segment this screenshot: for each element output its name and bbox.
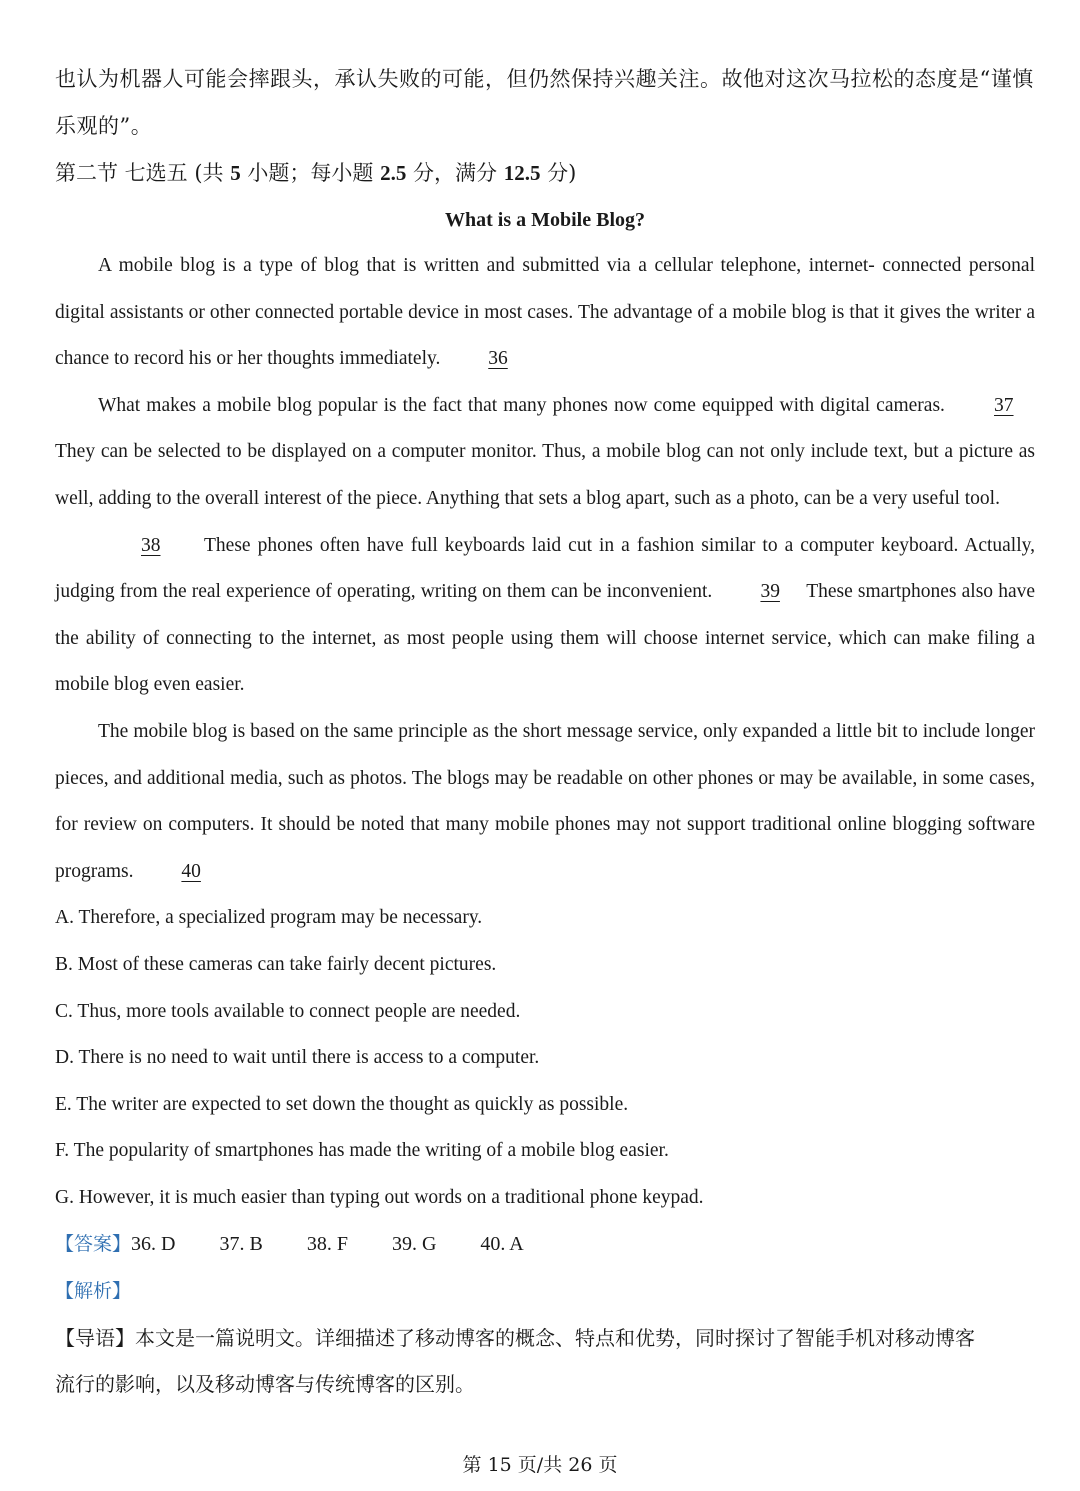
paragraph-2 (55, 383, 1035, 523)
section-count: 5 (230, 161, 241, 185)
paragraph-3 (55, 523, 1035, 709)
guide-label: 【导语】 (55, 1325, 135, 1350)
section-mid1: 小题；每小题 (247, 161, 374, 185)
answer-item: 38. F (306, 1233, 348, 1256)
paragraph-3-text-2: These smartphones also have the ability of connecting to the internet, as most people using them will choose internet service, which can make filing a mobile blog even easier. (55, 581, 1036, 696)
guide-text-1: 本文是一篇说明文。详细描述了移动博客的概念、特点和优势，同时探讨了智能手机对移动博客 (135, 1325, 975, 1350)
blank-37: 37 (994, 394, 1014, 416)
blank-39: 39 (760, 581, 780, 603)
option-d: D. There is no need to wait until there is access to a computer. (55, 1047, 540, 1069)
paragraph-1-text: A mobile blog is a type of blog that is written and submitted via a cellular telephone, internet- connected personal digital assistants or other connected portable device in most cases. The advantage of a mobile blog is that it gives the writer a chance to record his or her thoughts immediately. (55, 255, 1035, 370)
section-suffix: 分) (547, 161, 577, 185)
section-total-score: 12.5 (503, 161, 541, 185)
answer-item: 39. G (391, 1233, 437, 1256)
section-mid2: 分，满分 (413, 161, 498, 185)
option-e: E. The writer are expected to set down the thought as quickly as possible. (55, 1093, 629, 1115)
analysis-label: 【解析】 (55, 1280, 132, 1303)
page-footer: 第 15 页/共 26 页 (462, 1454, 618, 1476)
answer-row (55, 1221, 1035, 1268)
guide-line-2: 流行的影响，以及移动博客与传统博客的区别。 (55, 1372, 475, 1397)
paragraph-3-text-1: These phones often have full keyboards laid cut in a fashion similar to a computer keyboard. Actually, judging from the real experience of operating, writing on them can be inconvenient. (55, 534, 1035, 603)
answer-item: 40. A (480, 1233, 524, 1256)
intro-line-1: 也认为机器人可能会摔跟头，承认失败的可能，但仍然保持兴趣关注。故他对这次马拉松的态度是“谨慎 (55, 67, 1034, 91)
passage-title: What is a Mobile Blog? (444, 209, 645, 231)
intro-line-2: 乐观的”。 (55, 113, 153, 138)
paragraph-2-lead: What makes a mobile blog popular is the fact that many phones now come equipped with digital cameras. (98, 394, 945, 416)
analysis-row (55, 1268, 1035, 1315)
document-page (55, 56, 1035, 1408)
section-heading-prefix: 第二节 七选五 (共 (55, 161, 224, 185)
option-b: B. Most of these cameras can take fairly decent pictures. (55, 953, 497, 975)
guide-line-1 (55, 1315, 1035, 1362)
paragraph-4-text: The mobile blog is based on the same principle as the short message service, only expanded a little bit to include longer pieces, and additional media, such as photos. The blogs may be readable on other phones or may be available, in some cases, for review on computers. It should be noted that many mobile phones may not support traditional online blogging software programs. (55, 720, 1035, 882)
option-a: A. Therefore, a specialized program may be necessary. (55, 907, 483, 929)
option-g: G. However, it is much easier than typing out words on a traditional phone keypad. (55, 1186, 704, 1208)
section-heading (55, 149, 1035, 197)
blank-38: 38 (141, 534, 161, 556)
blank-36: 36 (488, 348, 508, 370)
paragraph-4 (55, 709, 1035, 895)
answer-item: 37. B (219, 1233, 263, 1256)
option-c: C. Thus, more tools available to connect people are needed. (55, 1000, 521, 1022)
paragraph-2-rest: They can be selected to be displayed on a computer monitor. Thus, a mobile blog can not only include text, but a picture as well, adding to the overall interest of the piece. Anything that sets a blog apart, such as a photo, can be a very useful tool. (55, 441, 1035, 509)
paragraph-1 (55, 243, 1035, 383)
option-f: F. The popularity of smartphones has made the writing of a mobile blog easier. (55, 1140, 669, 1162)
answer-item: 36. D (131, 1233, 176, 1256)
blank-40: 40 (181, 860, 201, 882)
answer-label: 【答案】 (55, 1233, 132, 1256)
section-per-score: 2.5 (380, 161, 407, 185)
